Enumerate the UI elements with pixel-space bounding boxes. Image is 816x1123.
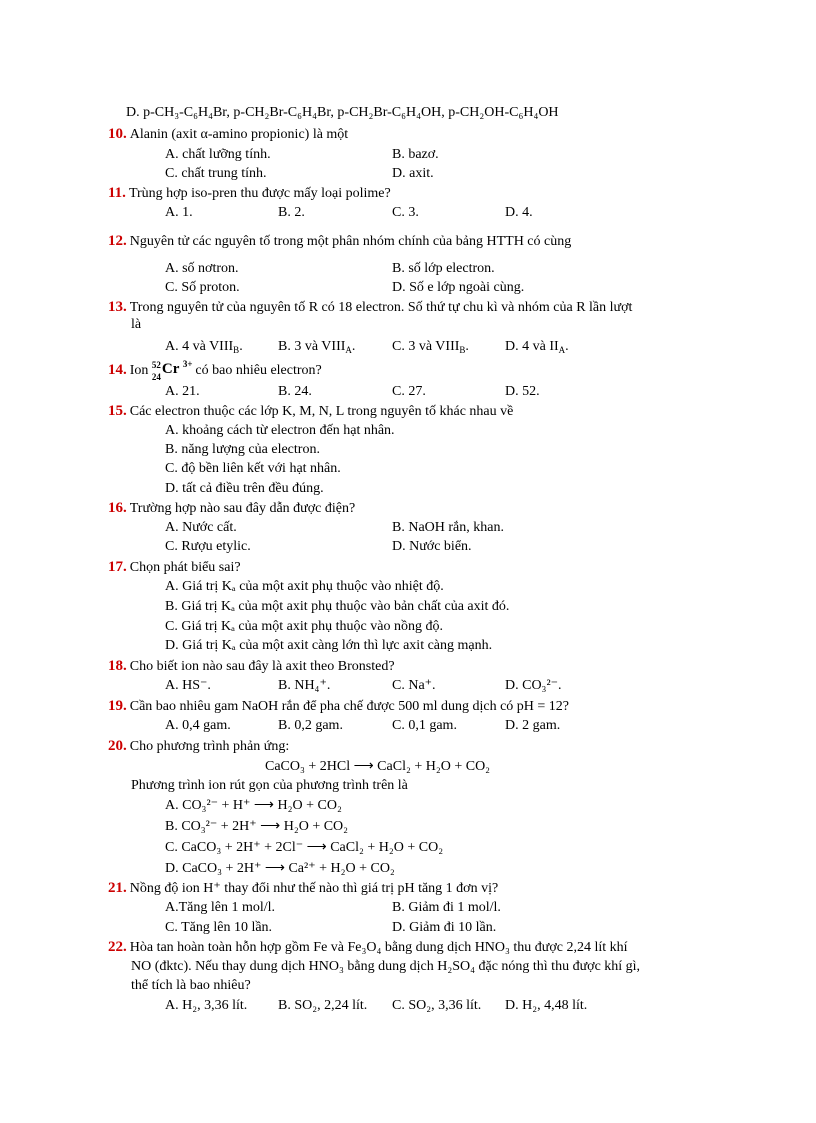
- question-number: 11.: [108, 185, 126, 201]
- q11-option-a: A. 1.: [165, 205, 193, 220]
- question-20-cont: Phương trình ion rút gọn của phương trình trên là: [131, 778, 408, 793]
- q12-option-c: C. Số proton.: [165, 280, 240, 295]
- question-13: [108, 298, 632, 317]
- q20-option-b: B. CO₃²⁻ + 2H⁺ ⟶ H₂O + CO₂: [165, 819, 349, 834]
- q14-option-d: D. 52.: [505, 384, 540, 399]
- question-number: 10.: [108, 126, 127, 142]
- question-number: 14.: [108, 362, 127, 378]
- q11-option-c: C. 3.: [392, 205, 419, 220]
- q12-option-a: A. số nơtron.: [165, 261, 239, 276]
- q22-option-d: D. H₂, 4,48 lít.: [505, 998, 588, 1013]
- question-number: 19.: [108, 698, 127, 714]
- question-text: Alanin (axit α-amino propionic) là một: [129, 127, 349, 142]
- q14-option-a: A. 21.: [165, 384, 200, 399]
- q13-option-b: B. 3 và $VIII_A$.: [278, 339, 356, 355]
- question-text: Trùng hợp iso-pren thu được mấy loại polime?: [128, 186, 391, 201]
- question-20: [108, 737, 289, 756]
- q11-option-d: D. 4.: [505, 205, 533, 220]
- question-number: 12.: [108, 233, 127, 249]
- question-number: 22.: [108, 939, 127, 955]
- q18-option-d: D. CO₃²⁻.: [505, 678, 562, 693]
- question-number: 16.: [108, 500, 127, 516]
- question-text: Trường hợp nào sau đây dẫn được điện?: [129, 501, 356, 516]
- q10-option-d: D. axit.: [392, 166, 434, 181]
- question-13-cont: là: [131, 317, 142, 332]
- question-14: 14. Ion 52 24 Cr 3+ có bao nhiêu electron?: [108, 359, 322, 382]
- q18-option-b: B. NH₄⁺.: [278, 678, 331, 693]
- question-18: [108, 657, 395, 676]
- q19-option-c: C. 0,1 gam.: [392, 718, 457, 733]
- question-10: [108, 125, 348, 144]
- q22-option-c: C. SO₂, 3,36 lít.: [392, 998, 482, 1013]
- q15-option-c: C. độ bền liên kết với hạt nhân.: [165, 461, 341, 476]
- question-number: 21.: [108, 880, 127, 896]
- q15-option-b: B. năng lượng của electron.: [165, 442, 320, 457]
- q13-option-d: D. 4 và $II_A$.: [505, 339, 569, 355]
- chromium-ion-symbol: 52 24 Cr 3+: [151, 359, 193, 382]
- question-number: 20.: [108, 738, 127, 754]
- q20-option-c: C. CaCO₃ + 2H⁺ + 2Cl⁻ ⟶ CaCl₂ + H₂O + CO₂: [165, 840, 444, 855]
- question-19: [108, 697, 569, 716]
- q14-option-c: C. 27.: [392, 384, 426, 399]
- q12-option-d: D. Số e lớp ngoài cùng.: [392, 280, 525, 295]
- q19-option-a: A. 0,4 gam.: [165, 718, 231, 733]
- q20-equation: CaCO₃ + 2HCl ⟶ CaCl₂ + H₂O + CO₂: [265, 759, 491, 774]
- question-17: [108, 558, 241, 577]
- question-text: Hòa tan hoàn toàn hỗn hợp gồm Fe và Fe₃O₄ bằng dung dịch HNO₃ thu được 2,24 lít khí: [129, 940, 628, 955]
- q13-option-c: C. 3 và $VIII_B$.: [392, 339, 469, 355]
- q17-option-b: B. Giá trị Kₐ của một axit phụ thuộc vào bản chất của axit đó.: [165, 599, 510, 614]
- question-number: 17.: [108, 559, 127, 575]
- q22-option-b: B. SO₂, 2,24 lít.: [278, 998, 368, 1013]
- q16-option-c: C. Rượu etylic.: [165, 539, 251, 554]
- q16-option-a: A. Nước cất.: [165, 520, 237, 535]
- question-22-cont2: thể tích là bao nhiêu?: [131, 978, 251, 993]
- q10-option-b: B. bazơ.: [392, 147, 439, 162]
- question-text: Nồng độ ion H⁺ thay đổi như thế nào thì giá trị pH tăng 1 đơn vị?: [129, 881, 499, 896]
- q19-option-d: D. 2 gam.: [505, 718, 561, 733]
- question-12: [108, 232, 571, 251]
- q21-option-a: A.Tăng lên 1 mol/l.: [165, 900, 276, 915]
- question-22: [108, 938, 628, 957]
- question-number: 18.: [108, 658, 127, 674]
- q20-option-a: A. CO₃²⁻ + H⁺ ⟶ H₂O + CO₂: [165, 798, 342, 813]
- question-text: Cho biết ion nào sau đây là axit theo Bronsted?: [129, 659, 395, 674]
- q21-option-b: B. Giảm đi 1 mol/l.: [392, 900, 501, 915]
- q14-option-b: B. 24.: [278, 384, 312, 399]
- q17-option-c: C. Giá trị Kₐ của một axit phụ thuộc vào nồng độ.: [165, 619, 443, 634]
- question-15: [108, 402, 513, 421]
- q9-option-d: D. p-CH₃-C₆H₄Br, p-CH₂Br-C₆H₄Br, p-CH₂Br-C₆H₄OH, p-CH₂OH-C₆H₄OH: [126, 105, 559, 120]
- q11-option-b: B. 2.: [278, 205, 305, 220]
- question-22-cont: NO (đktc). Nếu thay dung dịch HNO₃ bằng dung dịch H₂SO₄ đặc nóng thì thu được khí gì,: [131, 959, 641, 974]
- q16-option-d: D. Nước biển.: [392, 539, 472, 554]
- q15-option-a: A. khoảng cách từ electron đến hạt nhân.: [165, 423, 395, 438]
- q13-option-a: A. 4 và $VIII_B$.: [165, 339, 243, 355]
- q12-option-b: B. số lớp electron.: [392, 261, 495, 276]
- question-text: Các electron thuộc các lớp K, M, N, L trong nguyên tố khác nhau về: [129, 404, 514, 419]
- q10-option-a: A. chất lưỡng tính.: [165, 147, 271, 162]
- q19-option-b: B. 0,2 gam.: [278, 718, 343, 733]
- q20-option-d: D. CaCO₃ + 2H⁺ ⟶ Ca²⁺ + H₂O + CO₂: [165, 861, 395, 876]
- q10-option-c: C. chất trung tính.: [165, 166, 267, 181]
- q16-option-b: B. NaOH rắn, khan.: [392, 520, 504, 535]
- question-11: [108, 184, 391, 203]
- question-text: Nguyên tử các nguyên tố trong một phân nhóm chính của bảng HTTH có cùng: [129, 234, 572, 249]
- question-16: [108, 499, 355, 518]
- q18-option-a: A. HS⁻.: [165, 678, 211, 693]
- q17-option-d: D. Giá trị Kₐ của một axit càng lớn thì lực axit càng mạnh.: [165, 638, 493, 653]
- question-text: Cho phương trình phản ứng:: [129, 739, 290, 754]
- question-21: [108, 879, 498, 898]
- question-number: 15.: [108, 403, 127, 419]
- q18-option-c: C. Na⁺.: [392, 678, 436, 693]
- question-text: Cần bao nhiêu gam NaOH rắn để pha chế được 500 ml dung dịch có pH = 12?: [129, 699, 570, 714]
- question-text: Chọn phát biểu sai?: [129, 560, 241, 575]
- q22-option-a: A. H₂, 3,36 lít.: [165, 998, 248, 1013]
- q21-option-c: C. Tăng lên 10 lần.: [165, 920, 273, 935]
- q21-option-d: D. Giảm đi 10 lần.: [392, 920, 497, 935]
- q17-option-a: A. Giá trị Kₐ của một axit phụ thuộc vào nhiệt độ.: [165, 579, 444, 594]
- q15-option-d: D. tất cả điều trên đều đúng.: [165, 481, 324, 496]
- question-number: 13.: [108, 299, 127, 315]
- question-text: Trong nguyên tử của nguyên tố R có 18 electron. Số thứ tự chu kì và nhóm của R lần lượt: [129, 300, 633, 315]
